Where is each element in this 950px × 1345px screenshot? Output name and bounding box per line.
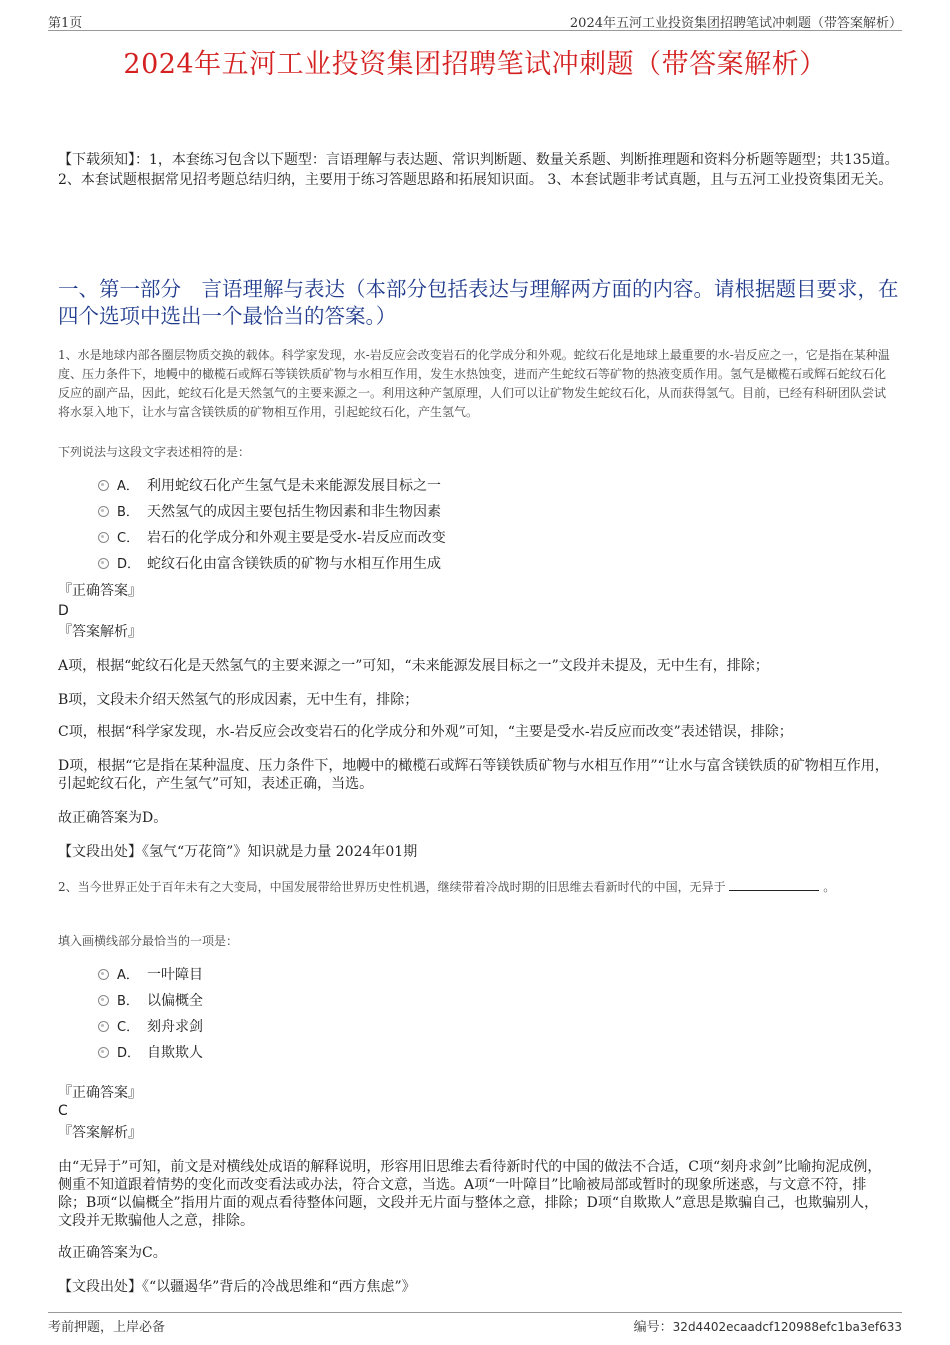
question-2-options xyxy=(98,962,798,1066)
option-c[interactable] xyxy=(98,1014,798,1040)
option-d[interactable] xyxy=(98,1040,798,1066)
footer-code-value: 32d4402ecaadcf120988efc1ba3ef633 xyxy=(672,1320,902,1334)
question-1-answer-label: 『正确答案』 xyxy=(58,583,142,599)
header-doc-title: 2024年五河工业投资集团招聘笔试冲刺题（带答案解析） xyxy=(569,16,902,31)
radio-icon[interactable] xyxy=(98,506,109,517)
option-a[interactable] xyxy=(98,473,798,499)
radio-icon[interactable] xyxy=(98,995,109,1006)
radio-icon[interactable] xyxy=(98,480,109,491)
option-d[interactable] xyxy=(98,551,798,577)
question-1-options xyxy=(98,473,798,577)
option-letter: C． xyxy=(117,1020,140,1035)
question-2-analysis-label: 『答案解析』 xyxy=(58,1125,142,1141)
analysis-paragraph: A项，根据“蛇纹石化是天然氢气的主要来源之一”可知，“未来能源发展目标之一”文段并未提及，无中生有，排除； xyxy=(58,658,769,674)
question-2-answer-label: 『正确答案』 xyxy=(58,1085,142,1101)
radio-icon[interactable] xyxy=(98,532,109,543)
question-2-stem xyxy=(58,878,900,897)
footer-slogan: 考前押题，上岸必备 xyxy=(48,1320,166,1335)
option-letter: A． xyxy=(117,968,139,983)
radio-icon[interactable] xyxy=(98,969,109,980)
question-2-stem-end: 。 xyxy=(823,880,836,894)
analysis-paragraph: C项，根据“科学家发现，水-岩反应会改变岩石的化学成分和外观”可知，“主要是受水-岩反应而改变”表述错误，排除； xyxy=(58,724,793,740)
section-title: 一、第一部分 言语理解与表达（本部分包括表达与理解两方面的内容。请根据题目要求，在四个选项中选出一个最恰当的答案。） xyxy=(58,277,899,328)
radio-icon[interactable] xyxy=(98,1021,109,1032)
question-2-answer: C xyxy=(58,1103,68,1119)
option-text: 岩石的化学成分和外观主要是受水-岩反应而改变 xyxy=(147,530,446,546)
option-b[interactable] xyxy=(98,988,798,1014)
option-text: 刻舟求剑 xyxy=(147,1019,203,1035)
page-number: 第1页 xyxy=(48,16,83,31)
option-letter: C． xyxy=(117,531,140,546)
option-text: 蛇纹石化由富含镁铁质的矿物与水相互作用生成 xyxy=(147,556,441,572)
option-letter: A． xyxy=(117,479,139,494)
question-1-analysis-label: 『答案解析』 xyxy=(58,624,142,640)
option-text: 自欺欺人 xyxy=(147,1045,203,1061)
option-text: 以偏概全 xyxy=(147,993,203,1009)
question-1-source: 【文段出处】《氢气“万花筒”》知识就是力量 2024年01期 xyxy=(58,844,418,860)
question-1-ask: 下列说法与这段文字表述相符的是： xyxy=(58,445,251,459)
option-b[interactable] xyxy=(98,499,798,525)
analysis-paragraph: B项，文段未介绍天然氢气的形成因素，无中生有，排除； xyxy=(58,692,419,708)
page-header xyxy=(48,10,902,31)
analysis-paragraph: 由“无异于”可知，前文是对横线处成语的解释说明，形容用旧思维去看待新时代的中国的做法不合适，C项“刻舟求剑”比喻拘泥成例，侧重不知道跟着情势的变化而改变看法或办法，符合文意，当选。A项“一叶障目”比喻被局部或暂时的现象所迷惑，与文意不符，排除；B项“以偏概全”指用片面的观点看待整体问题，文段并无片面与整体之意，排除；D项“自欺欺人”意思是欺骗自己，也欺骗别人，文段并无欺骗他人之意，排除。 xyxy=(58,1159,882,1229)
option-a[interactable] xyxy=(98,962,798,988)
footer-code-label: 编号： xyxy=(633,1320,673,1335)
analysis-conclusion: 故正确答案为C。 xyxy=(58,1245,167,1261)
radio-icon[interactable] xyxy=(98,1047,109,1058)
analysis-conclusion: 故正确答案为D。 xyxy=(58,810,168,826)
radio-icon[interactable] xyxy=(98,558,109,569)
question-1-answer: D xyxy=(58,603,69,619)
option-text: 一叶障目 xyxy=(147,967,203,983)
option-letter: B． xyxy=(117,994,139,1009)
question-1-stem: 1、水是地球内部各圈层物质交换的载体。科学家发现，水-岩反应会改变岩石的化学成分和外观。蛇纹石化是地球上最重要的水-岩反应之一，它是指在某种温度、压力条件下，地幔中的橄榄石或辉石等镁铁质矿物与水相互作用，发生水热蚀变，进而产生蛇纹石等矿物的热液变质作用。氢气是橄榄石或辉石蛇纹石化反应的副产品，因此，蛇纹石化是天然氢气的主要来源之一。利用这种产氢原理，人们可以让矿物发生蛇纹石化，从而获得氢气。目前，已经有科研团队尝试将水泵入地下，让水与富含镁铁质的矿物相互作用，引起蛇纹石化，产生氢气。 xyxy=(58,348,890,419)
option-c[interactable] xyxy=(98,525,798,551)
option-letter: D． xyxy=(117,1046,141,1061)
page-title: 2024年五河工业投资集团招聘笔试冲刺题（带答案解析） xyxy=(123,49,827,80)
option-text: 天然氢气的成因主要包括生物因素和非生物因素 xyxy=(147,504,441,520)
analysis-paragraph: D项，根据“它是指在某种温度、压力条件下，地幔中的橄榄石或辉石等镁铁质矿物与水相互作用”“让水与富含镁铁质的矿物相互作用，引起蛇纹石化，产生氢气”可知，表述正确，当选。 xyxy=(58,758,889,792)
footer-code xyxy=(634,1316,902,1335)
option-letter: B． xyxy=(117,505,139,520)
download-notice: 【下载须知】：1，本套练习包含以下题型：言语理解与表达题、常识判断题、数量关系题、判断推理题和资料分析题等题型；共135道。 2、本套试题根据常见招考题总结归纳，主要用于练习答题思路和拓展知识面。 3、本套试题非考试真题，且与五河工业投资集团无关。 xyxy=(58,152,899,188)
answer-blank xyxy=(729,880,819,891)
question-2-source: 【文段出处】《“以疆遏华”背后的冷战思维和“西方焦虑”》 xyxy=(58,1279,416,1295)
page-footer xyxy=(48,1312,902,1333)
question-2-ask: 填入画横线部分最恰当的一项是： xyxy=(58,934,239,948)
question-2-stem-text: 2、当今世界正处于百年未有之大变局，中国发展带给世界历史性机遇，继续带着冷战时期的旧思维去看新时代的中国，无异于 xyxy=(58,880,726,894)
option-text: 利用蛇纹石化产生氢气是未来能源发展目标之一 xyxy=(147,478,441,494)
option-letter: D． xyxy=(117,557,141,572)
